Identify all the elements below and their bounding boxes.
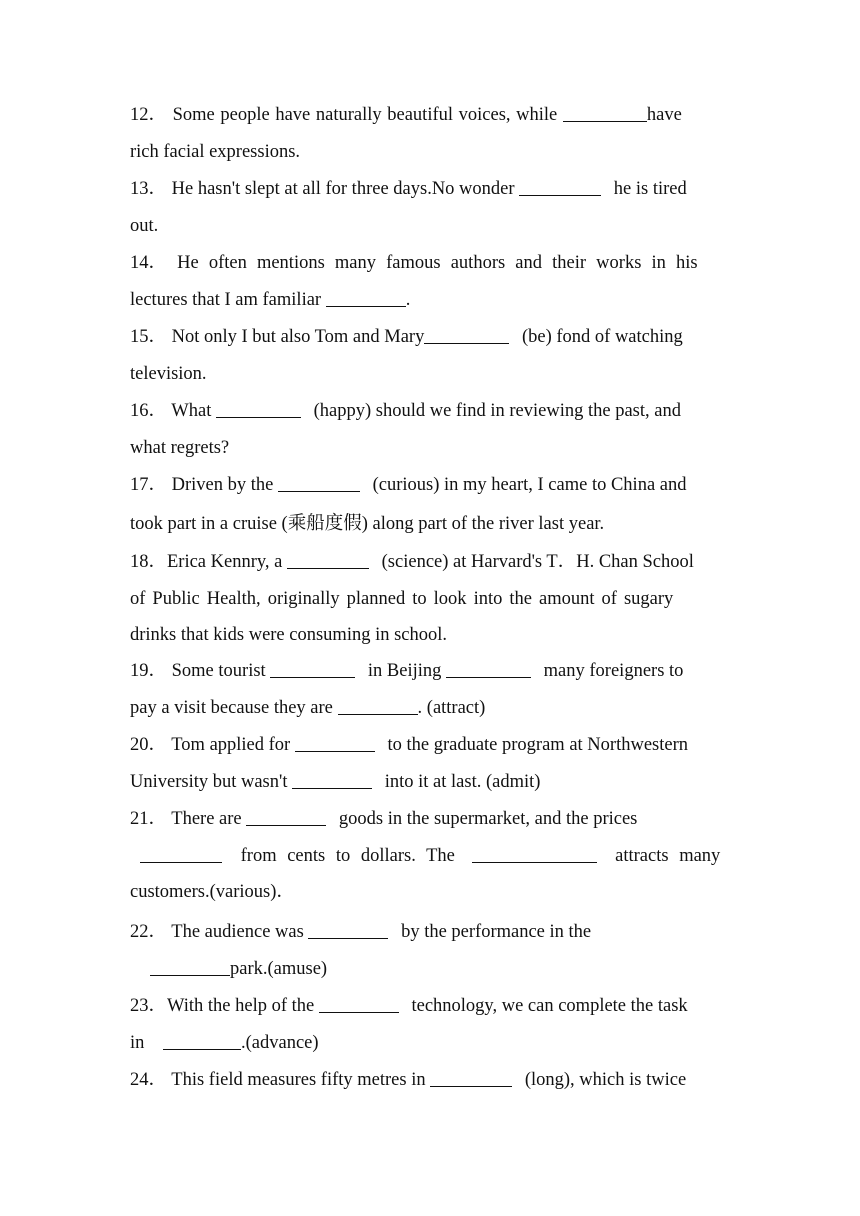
question-text: in (130, 1033, 158, 1053)
question-text: 21． There are (130, 809, 247, 829)
question-text: customers.(various)． (130, 882, 295, 902)
question-text: out. (130, 216, 159, 236)
question-text: (be) fond of watching (517, 327, 683, 347)
question-text: rich facial expressions. (130, 142, 301, 162)
question-text: drinks that kids were consuming in school. (130, 625, 448, 645)
question-text: 20． Tom applied for (130, 735, 295, 755)
question-text: 24． This field measures fifty metres in (130, 1070, 431, 1090)
question-text: 17． Driven by the (130, 475, 278, 495)
question-text: 16． What (130, 401, 216, 421)
question-22 (130, 914, 730, 988)
answer-blank[interactable] (563, 101, 647, 122)
answer-blank[interactable] (472, 842, 597, 863)
question-text: what regrets? (130, 438, 230, 458)
question-text: 18．Erica Kennry, a (130, 552, 288, 572)
answer-blank[interactable] (424, 323, 509, 344)
question-text: many foreigners to (539, 661, 684, 681)
question-text: goods in the supermarket, and the prices (334, 809, 638, 829)
answer-blank[interactable] (326, 286, 406, 307)
question-text: in Beijing (363, 661, 447, 681)
question-23 (130, 988, 730, 1062)
question-text: (happy) should we find in reviewing the past, and (308, 401, 681, 421)
question-12 (130, 97, 730, 171)
question-text: of Public Health, originally planned to look into the amount of sugary (130, 589, 674, 609)
question-text: attracts many (604, 846, 721, 866)
answer-blank[interactable] (140, 842, 222, 863)
answer-blank[interactable] (308, 918, 388, 939)
question-text: into it at last. (admit) (380, 772, 541, 792)
question-text: pay a visit because they are (130, 698, 338, 718)
answer-blank[interactable] (246, 805, 326, 826)
question-text: 19． Some tourist (130, 661, 271, 681)
question-15 (130, 319, 730, 393)
question-text: (curious) in my heart, I came to China and (367, 475, 687, 495)
exercise-page (130, 97, 730, 1099)
answer-blank[interactable] (295, 731, 375, 752)
answer-blank[interactable] (278, 471, 360, 492)
question-18 (130, 544, 730, 653)
question-24 (130, 1062, 730, 1099)
question-14 (130, 245, 730, 319)
question-text: have (646, 105, 682, 125)
question-text: took part in a cruise (乘船度假) along part of the river last year. (130, 514, 605, 534)
question-text: technology, we can complete the task (406, 996, 688, 1016)
question-17 (130, 467, 730, 544)
question-text: 14． He often mentions many famous authors and their works in his (130, 253, 698, 273)
answer-blank[interactable] (430, 1066, 512, 1087)
question-text: to the graduate program at Northwestern (382, 735, 688, 755)
question-13 (130, 171, 730, 245)
question-text: 15． Not only I but also Tom and Mary (130, 327, 425, 347)
question-text: University but wasn't (130, 772, 293, 792)
question-text: . (attract) (417, 698, 486, 718)
question-16 (130, 393, 730, 467)
question-19 (130, 653, 730, 727)
question-text: 12． Some people have naturally beautiful voices, while (130, 105, 563, 125)
answer-blank[interactable] (319, 992, 399, 1013)
question-text: (science) at Harvard's T．H. Chan School (377, 552, 694, 572)
answer-blank[interactable] (150, 955, 230, 976)
answer-blank[interactable] (338, 694, 418, 715)
question-21 (130, 801, 730, 914)
question-text: . (405, 290, 411, 310)
answer-blank[interactable] (163, 1029, 241, 1050)
question-text: .(advance) (241, 1033, 319, 1053)
answer-blank[interactable] (216, 397, 301, 418)
question-text: (long), which is twice (520, 1070, 687, 1090)
question-text: 13． He hasn't slept at all for three days.No wonder (130, 179, 520, 199)
answer-blank[interactable] (292, 768, 372, 789)
question-text: 22． The audience was (130, 922, 309, 942)
answer-blank[interactable] (446, 657, 531, 678)
question-text: lectures that I am familiar (130, 290, 326, 310)
answer-blank[interactable] (519, 175, 601, 196)
question-20 (130, 727, 730, 801)
question-text: television. (130, 364, 207, 384)
question-text: 23．With the help of the (130, 996, 319, 1016)
question-text: by the performance in the (396, 922, 592, 942)
answer-blank[interactable] (270, 657, 355, 678)
answer-blank[interactable] (287, 548, 369, 569)
question-text: he is tired (609, 179, 687, 199)
question-text: park.(amuse) (230, 959, 328, 979)
question-text: from cents to dollars. The (230, 846, 466, 866)
